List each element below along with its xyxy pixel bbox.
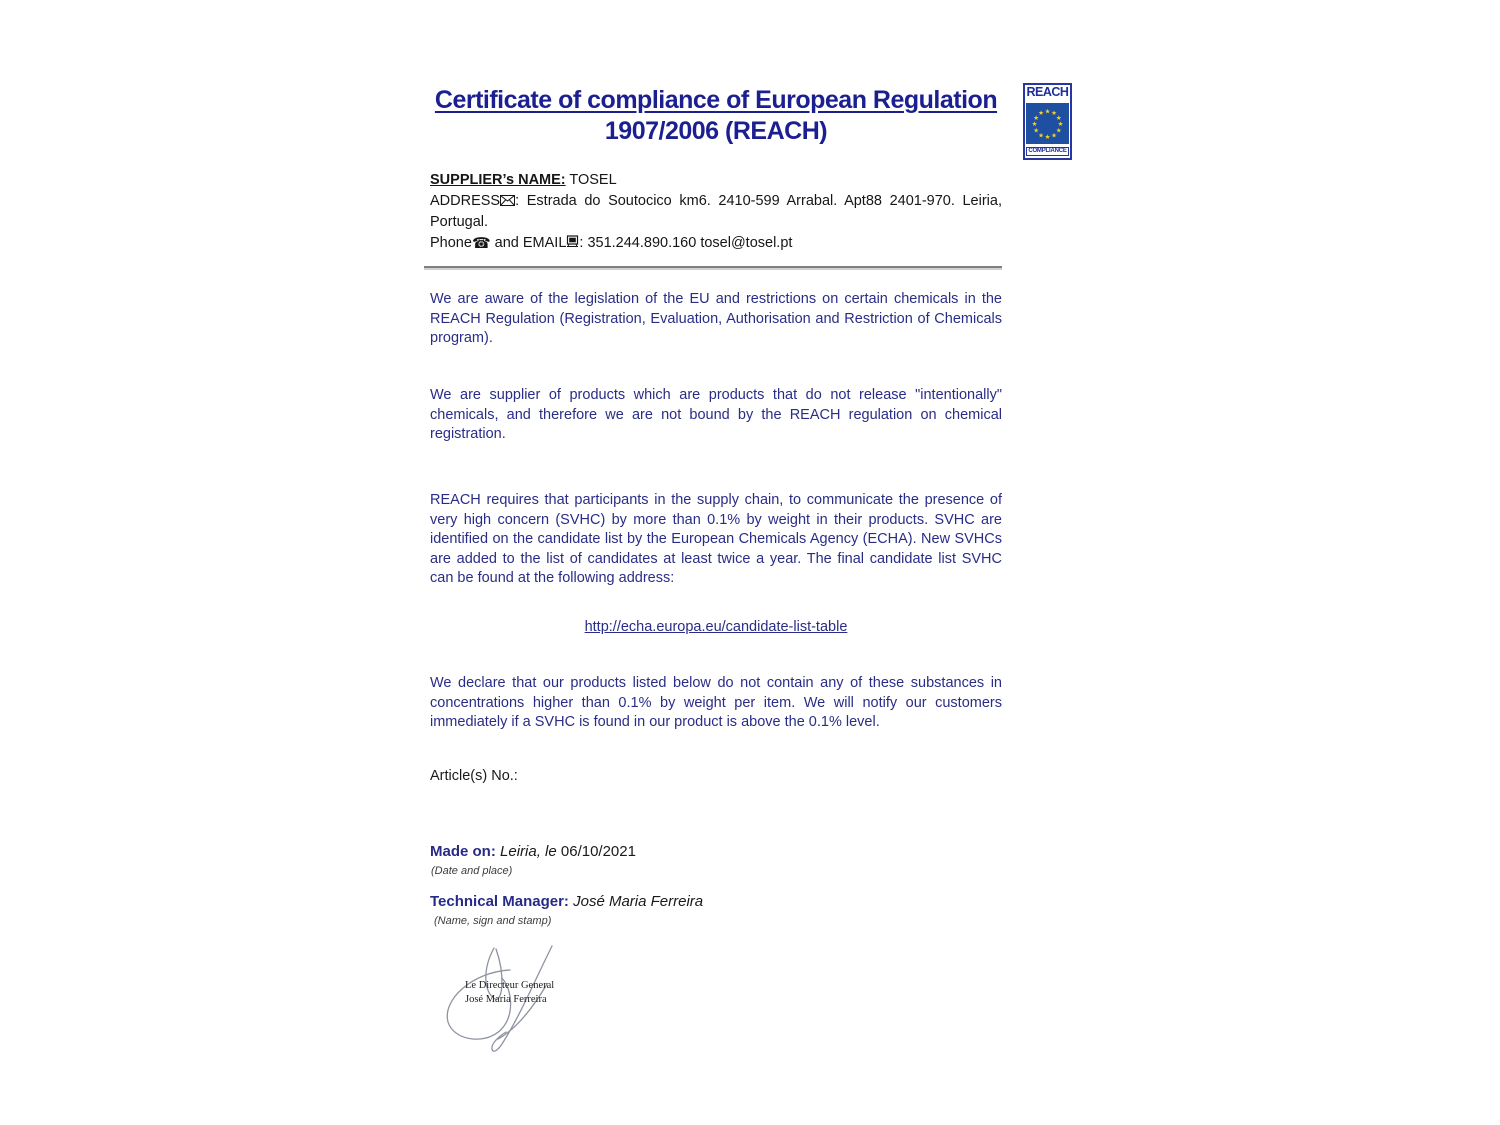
technical-manager-name: José Maria Ferreira bbox=[568, 893, 704, 910]
computer-icon bbox=[566, 235, 579, 248]
signature-line-2: José Maria Ferreira bbox=[465, 993, 547, 1005]
paragraph-awareness: We are aware of the legislation of the EU and restrictions on certain chemicals in the REACH Regulation (Registration, Evaluation, Authorisation and Restriction of Chemicals program). bbox=[430, 291, 1002, 346]
email-label: and EMAIL bbox=[490, 235, 567, 251]
made-on-label: Made on: bbox=[430, 843, 496, 860]
made-on-date: 06/10/2021 bbox=[556, 843, 636, 860]
svg-text:★: ★ bbox=[1055, 113, 1062, 122]
reach-logo-subtitle: COMPLIANCE bbox=[1028, 148, 1067, 154]
articles-number-label: Article(s) No.: bbox=[430, 768, 518, 784]
supplier-contact-line bbox=[430, 233, 1002, 254]
title-line-2: 1907/2006 (REACH) bbox=[604, 117, 828, 145]
paragraph-declaration: We declare that our products listed below do not contain any of these substances in concentrations higher than 0.1% by weight per item. We will notify our customers immediately if a SVHC is found in our product is above the 0.1% level. bbox=[430, 675, 1002, 730]
signature-stamp-text bbox=[465, 979, 554, 1006]
address-value: : Estrada do Soutocico km6. 2410-599 Arrabal. Apt88 2401-970. Leiria, Portugal. bbox=[430, 193, 1002, 230]
supplier-name-value: TOSEL bbox=[565, 172, 617, 188]
phone-icon: ☎ bbox=[471, 235, 491, 252]
made-on-line bbox=[430, 843, 636, 860]
svg-text:★: ★ bbox=[1033, 126, 1040, 135]
title-line-1: Certificate of compliance of European Regulation bbox=[434, 86, 998, 114]
svg-text:★: ★ bbox=[1038, 108, 1044, 117]
signature-line-1: Le Directeur General bbox=[465, 980, 555, 991]
technical-manager-line bbox=[430, 893, 703, 910]
supplier-name-line bbox=[430, 170, 1002, 191]
reach-logo-title: REACH bbox=[1026, 85, 1069, 99]
document-title bbox=[396, 85, 1036, 147]
svg-text:★: ★ bbox=[1044, 107, 1051, 115]
name-sign-stamp-hint: (Name, sign and stamp) bbox=[434, 915, 552, 927]
supplier-block bbox=[430, 170, 1002, 254]
contact-value: : 351.244.890.160 tosel@tosel.pt bbox=[579, 235, 793, 251]
svg-text:★: ★ bbox=[1033, 113, 1040, 122]
svg-text:★: ★ bbox=[1051, 130, 1057, 139]
supplier-name-label: SUPPLIER’s NAME: bbox=[430, 172, 566, 188]
phone-label: Phone bbox=[430, 235, 472, 251]
candidate-list-link-row bbox=[430, 618, 1002, 636]
supplier-address-line bbox=[430, 191, 1002, 233]
svg-text:★: ★ bbox=[1038, 130, 1044, 139]
horizontal-divider bbox=[424, 266, 1002, 268]
paragraph-supplier-statement: We are supplier of products which are products that do not release "intentionally" chemicals, and therefore we are not bound by the REACH regulation on chemical registration. bbox=[430, 387, 1002, 442]
date-place-hint: (Date and place) bbox=[431, 865, 513, 877]
svg-text:★: ★ bbox=[1055, 126, 1062, 135]
address-label: ADDRESS bbox=[430, 193, 501, 209]
paragraph-svhc-requirements: REACH requires that participants in the supply chain, to communicate the presence of very high concern (SVHC) by more than 0.1% by weight in their products. SVHC are identified on the candidate list by the European Chemicals Agency (ECHA). New SVHCs are added to the list of candidates at least twice a year. The final candidate list SVHC can be found at the following address: bbox=[430, 492, 1002, 586]
technical-manager-label: Technical Manager: bbox=[430, 893, 569, 910]
svg-text:★: ★ bbox=[1051, 108, 1057, 117]
envelope-icon bbox=[500, 195, 515, 206]
svg-text:★: ★ bbox=[1031, 119, 1038, 128]
svg-text:★: ★ bbox=[1057, 119, 1064, 128]
svg-text:★: ★ bbox=[1044, 132, 1051, 141]
made-on-place: Leiria, le bbox=[495, 843, 557, 860]
signature-area bbox=[432, 942, 582, 1062]
candidate-list-link[interactable]: http://echa.europa.eu/candidate-list-table bbox=[584, 619, 848, 635]
